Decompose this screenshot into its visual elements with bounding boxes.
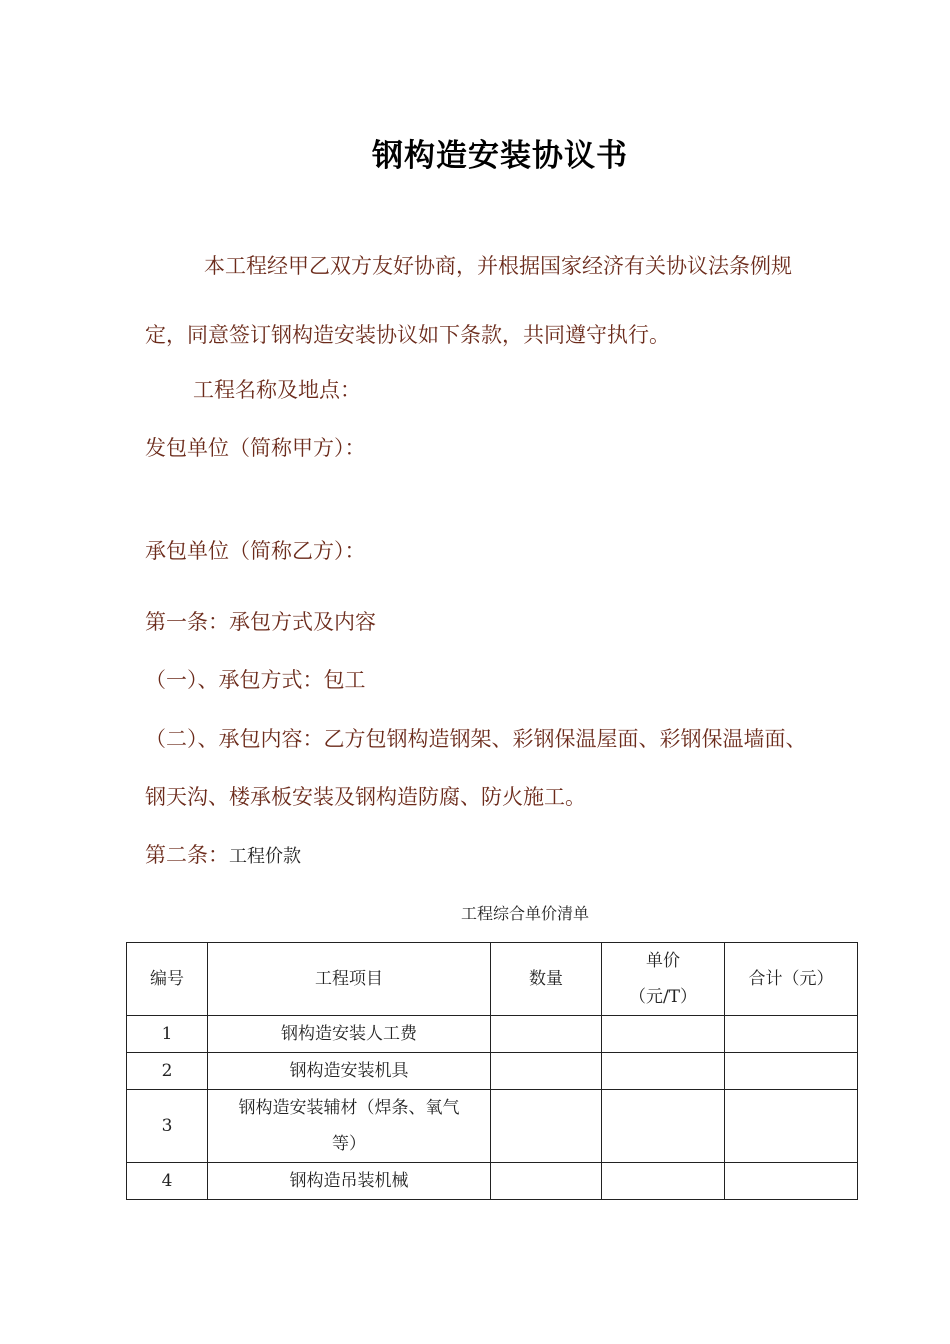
cell-no: 3: [127, 1090, 208, 1163]
intro-line-2: 定，同意签订钢构造安装协议如下条款，共同遵守执行。: [145, 323, 670, 347]
cell-unit-price: [602, 1163, 725, 1200]
cell-unit-price: [602, 1016, 725, 1053]
cell-item: [208, 1090, 491, 1163]
cell-qty: [491, 1053, 602, 1090]
cell-item: 钢构造安装人工费: [208, 1016, 491, 1053]
table-header-row: [127, 943, 858, 1016]
article-1-item-1: （一）、承包方式：包工: [145, 668, 366, 692]
article-1-item-2-line-1: （二）、承包内容：乙方包钢构造钢架、彩钢保温屋面、彩钢保温墙面、: [145, 727, 807, 751]
cell-qty: [491, 1163, 602, 1200]
article-2-prefix: 第二条：: [145, 843, 229, 867]
table-row: [127, 1053, 858, 1090]
party-b-label: 承包单位（简称乙方）：: [145, 539, 366, 563]
unit-price-table: [126, 942, 858, 1200]
table-row: [127, 1090, 858, 1163]
article-2-heading: [145, 845, 301, 866]
cell-total: [725, 1090, 858, 1163]
cell-unit-price: [602, 1090, 725, 1163]
cell-item: 钢构造吊装机械: [208, 1163, 491, 1200]
table-row: [127, 1163, 858, 1200]
intro-line-1: 本工程经甲乙双方友好协商，并根据国家经济有关协议法条例规: [204, 254, 792, 278]
cell-item-line-1: 钢构造安装辅材（焊条、氧气: [238, 1098, 460, 1118]
header-unit-price-line-2: （元/T）: [628, 987, 698, 1007]
header-unit-price: [602, 943, 725, 1016]
cell-no: 4: [127, 1163, 208, 1200]
cell-unit-price: [602, 1053, 725, 1090]
article-1-item-2-line-2: 钢天沟、楼承板安装及钢构造防腐、防火施工。: [145, 785, 586, 809]
header-qty: 数量: [491, 943, 602, 1016]
document-title: 钢构造安装协议书: [372, 138, 628, 174]
article-2-text: 工程价款: [229, 846, 301, 867]
cell-item-line-2: 等）: [332, 1134, 366, 1154]
project-name-label: 工程名称及地点：: [193, 378, 361, 402]
cell-item: 钢构造安装机具: [208, 1053, 491, 1090]
header-item: 工程项目: [208, 943, 491, 1016]
header-unit-price-line-1: 单价: [646, 951, 680, 971]
cell-total: [725, 1053, 858, 1090]
cell-no: 2: [127, 1053, 208, 1090]
article-1-heading: 第一条：承包方式及内容: [145, 610, 376, 634]
cell-total: [725, 1016, 858, 1053]
header-total: 合计（元）: [725, 943, 858, 1016]
header-no: 编号: [127, 943, 208, 1016]
cell-qty: [491, 1016, 602, 1053]
cell-no: 1: [127, 1016, 208, 1053]
cell-qty: [491, 1090, 602, 1163]
table-caption: 工程综合单价清单: [460, 904, 589, 923]
table-row: [127, 1016, 858, 1053]
party-a-label: 发包单位（简称甲方）：: [145, 436, 366, 460]
cell-total: [725, 1163, 858, 1200]
